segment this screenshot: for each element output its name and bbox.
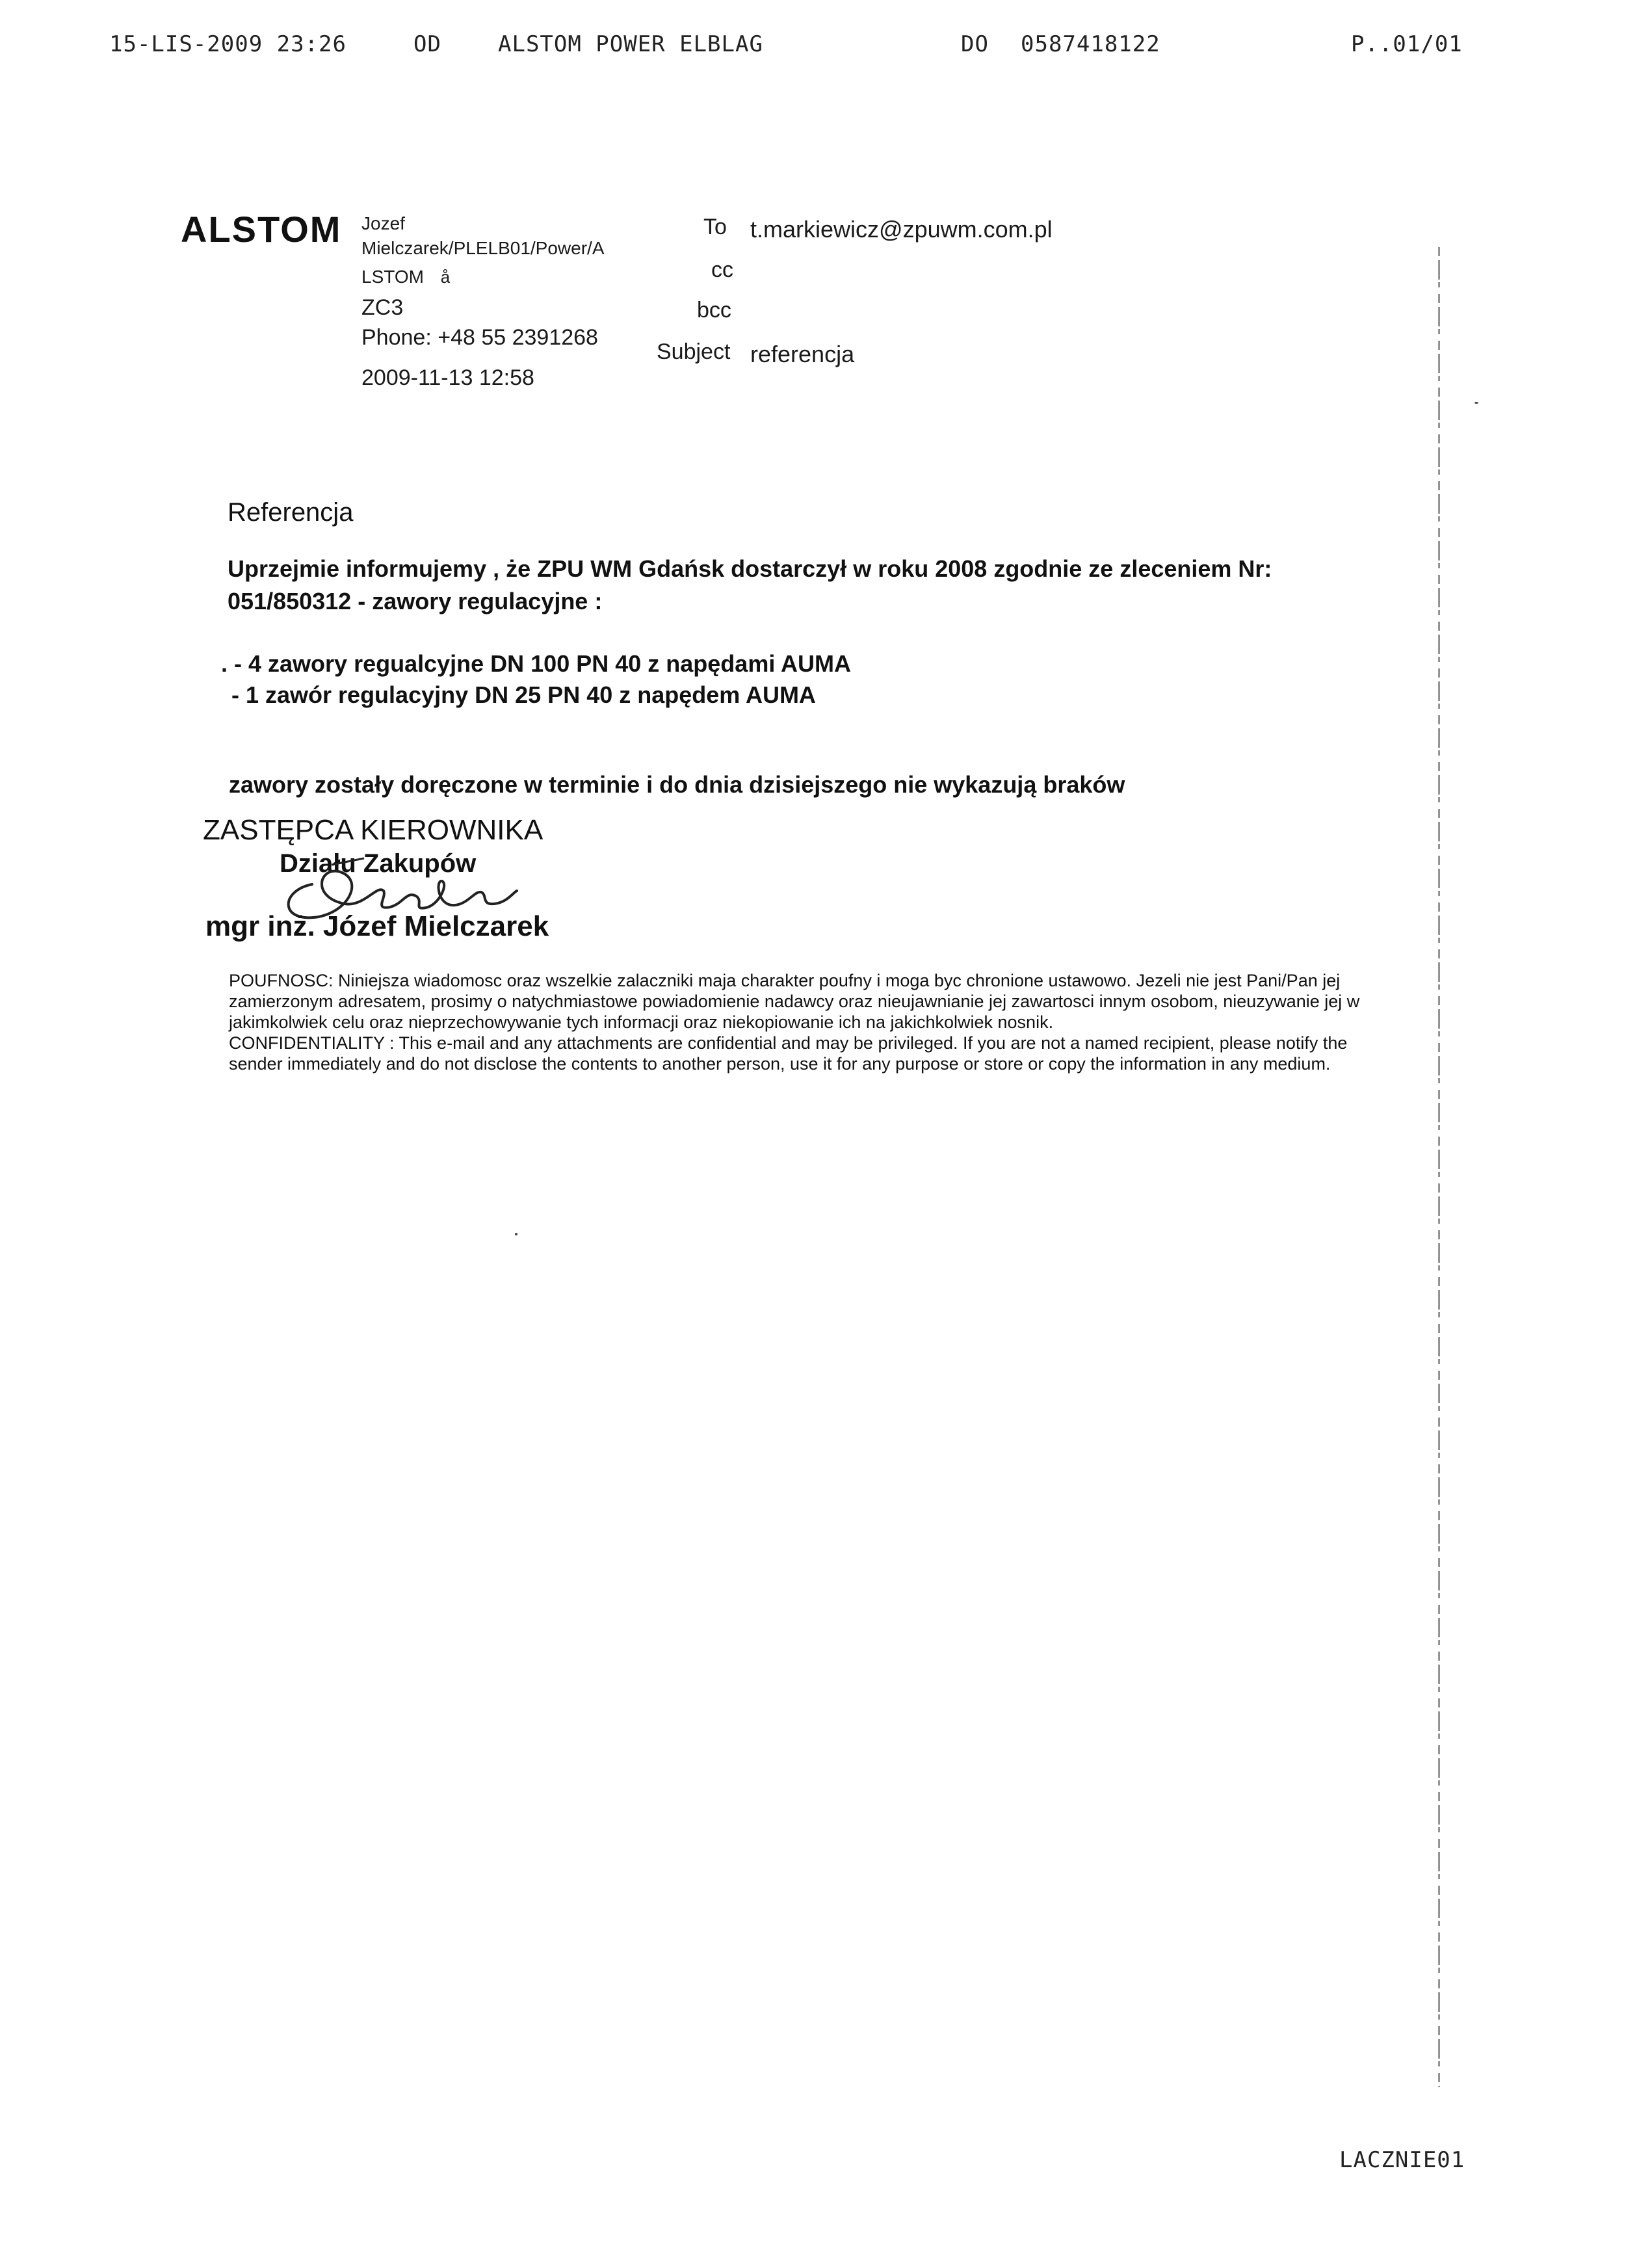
to-label: To [703, 215, 727, 239]
fax-from-name: ALSTOM POWER ELBLAG [498, 31, 763, 57]
sender-phone: Phone: +48 55 2391268 [361, 325, 598, 350]
body-heading: Referencja [228, 498, 354, 527]
fax-to-label: DO [961, 31, 989, 57]
body-para1-line2: 051/850312 - zawory regulacyjne : [228, 588, 603, 614]
sender-name-line1: Jozef [361, 213, 405, 233]
bcc-label: bcc [697, 298, 731, 323]
sender-date: 2009-11-13 12:58 [361, 365, 534, 390]
alstom-logo: ALSTOM [181, 209, 342, 250]
sender-name-line3 [361, 267, 450, 287]
to-value: t.markiewicz@zpuwm.com.pl [750, 216, 1053, 243]
scan-edge-line [1438, 247, 1440, 2087]
body-para2: zawory zostały doręczone w terminie i do dnia dzisiejszego nie wykazują braków [229, 771, 1125, 798]
fax-datetime: 15-LIS-2009 23:26 [109, 31, 347, 57]
sender-company-text: LSTOM [361, 267, 424, 287]
fax-total-pages: LACZNIE01 [1339, 2147, 1465, 2173]
body-para1-line1: Uprzejmie informujemy , że ZPU WM Gdańsk dostarczył w roku 2008 zgodnie ze zleceniem Nr: [228, 555, 1272, 582]
legal-notice [229, 970, 1373, 1074]
legal-poufnosc: POUFNOSC: Niniejsza wiadomosc oraz wszelkie zalaczniki maja charakter poufny i moga byc chronione ustawowo. Jezeli nie jest Pani/Pan jej zamierzonym adresatem, prosimy o natychmiastowe powiadomienie nadawcy oraz nieujawnianie jej zawartosci innym osobom, nieuzywanie jej w jakimkolwiek celu oraz nieprzechowywanie tych informacji oraz niekopiowanie ich na jakichkolwiek nosnik. [229, 971, 1360, 1032]
sender-name-line2: Mielczarek/PLELB01/Power/A [361, 238, 605, 258]
fax-page-number: P..01/01 [1351, 31, 1463, 57]
legal-confidentiality: CONFIDENTIALITY : This e-mail and any attachments are confidential and may be privileged. If you are not a named recipient, please notify the sender immediately and do not disclose the contents to another person, use it for any purpose or store or copy the information in any medium. [229, 1033, 1348, 1074]
subject-value: referencja [750, 341, 855, 367]
stamp-name: mgr inż. Józef Mielczarek [205, 910, 549, 942]
cc-label: cc [711, 257, 733, 282]
stamp-title: ZASTĘPCA KIEROWNIKA [203, 814, 543, 846]
stamp-department: Działu Zakupów [280, 849, 477, 878]
body-item-1: . - 4 zawory regualcyjne DN 100 PN 40 z napędami AUMA [221, 650, 851, 677]
fax-to-number: 0587418122 [1021, 31, 1160, 57]
sender-org: ZC3 [361, 295, 404, 320]
subject-label: Subject [657, 339, 731, 364]
scan-speck [1474, 402, 1478, 404]
body-item-2: - 1 zawór regulacyjny DN 25 PN 40 z napędem AUMA [231, 681, 816, 708]
scan-speck [515, 1233, 517, 1235]
fax-from-label: OD [413, 31, 441, 57]
address-book-icon: å [440, 267, 451, 287]
